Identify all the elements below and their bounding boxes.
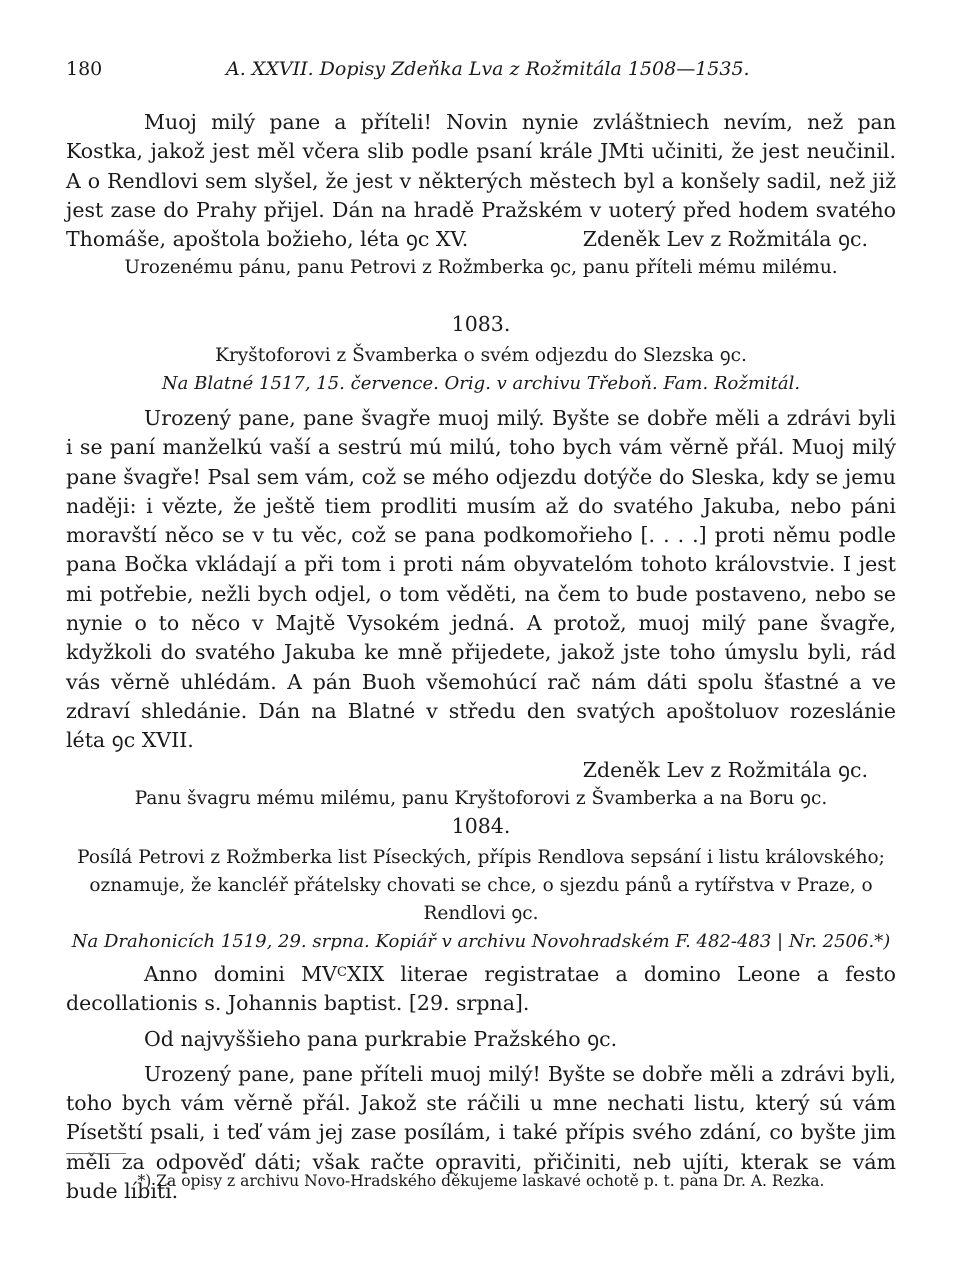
letter-source: Na Blatné 1517, 15. července. Orig. v archivu Třeboň. Fam. Rožmitál. xyxy=(161,373,801,394)
letter-source: Na Drahonicích 1519, 29. srpna. Kopiář v archivu Novohradském F. 482-483 | Nr. 2506.*) xyxy=(71,931,891,952)
letter-summary: Posílá Petrovi z Rožmberka list Píseckých, přípis Rendlova sepsání i listu královského; oznamuje, že kancléř přátelsky chovati se chce, o sjezdu pánů a rytířstva v Praze, o Rendlovi ꝯc. xyxy=(77,847,885,924)
footnote-rule xyxy=(66,1153,126,1154)
from-line: Od najvyššieho pana purkrabie Pražského ꝯc. xyxy=(144,1026,618,1051)
letter-1083 xyxy=(66,312,896,813)
letter-address: Panu švagru mému milému, panu Kryštoforovi z Švamberka a na Boru ꝯc. xyxy=(134,787,828,809)
letter-summary: Kryštoforovi z Švamberka o svém odjezdu do Slezska ꝯc. xyxy=(215,345,747,366)
letter-text: Urozený pane, pane příteli muoj milý! Byšte se dobře měli a zdrávi byli, toho bych vám věrně přál. Jakož ste ráčili u mne nechati listu, který sú vám Písetští psali, i teď vám jej zase posílám, i také přípis svého zdání, co byšte jim měli za odpověď dáti; však račte opraviti, přičiniti, neb ujíti, kterak se vám bude líbiti. xyxy=(66,1061,896,1204)
page-header xyxy=(66,58,896,88)
latin-note: Anno domini $MV^CXIX$ literae registratae a domino Leone a festo decollationis s. Johannis baptist. [29. srpna]. xyxy=(66,962,896,1016)
letter-text: Urozený pane, pane švagře muoj milý. Byšte se dobře měli a zdrávi byli i se paní manželkú vaší a sestrú mú milú, toho bych vám věrně přál. Muoj milý pane švagře! Psal sem vám, což se mého odjezdu dotýče do Sleska, kdy se jemu naději: i vězte, že ještě tiem prodliti musím až do svatého Jakuba, nebo páni moravští něco se v tu věc, což se pana podkomořieho [. . . .] proti němu podle pana Bočka vkládají a při tom i proti nám obyvatelóm tohoto královstvie. I jest mi potřebie, nežli bych odjel, o tom věděti, na čem to bude postaveno, nebo se nynie o to něco v Majtě Vysokém jedná. A protož, muoj milý pane švagře, kdyžkoli do svatého Jakuba ke mně přijedete, jakož jste toho úmyslu byli, rád vás věrně uhlédám. A pán Buoh všemohúcí rač nám dáti spolu šťastné a ve zdraví shledánie. Dán na Blatné v středu den svatých apoštoluov rozeslánie léta ꝯc XVII. xyxy=(66,406,896,753)
letter-prev-address: Urozenému pánu, panu Petrovi z Rožmberka ꝯc, panu příteli mému milému. xyxy=(124,257,838,279)
letter-1084 xyxy=(66,814,896,1206)
letter-number: 1084. xyxy=(451,814,511,838)
letter-signature: Zdeněk Lev z Rožmitála ꝯc. xyxy=(582,757,868,782)
letter-prev-text: Muoj milý pane a příteli! Novin nynie zvláštniech nevím, než pan Kostka, jakož jest měl včera slib podle psaní krále JMti učiniti, že jest neučinil. A o Rendlovi sem slyšel, že jest v některých městech byl a konšely sadil, než již jest zase do Prahy přijel. Dán na hradě Pražském v uoterý před hodem svatého Thomáše, apoštola božieho, léta ꝯc XV. xyxy=(66,110,896,252)
letter-prev-signature: Zdeněk Lev z Rožmitála ꝯc. xyxy=(582,227,868,252)
page-number: 180 xyxy=(66,58,103,80)
letter-prev xyxy=(66,108,896,282)
running-title: A. XXVII. Dopisy Zdeňka Lva z Rožmitála 1508—1535. xyxy=(226,58,750,80)
letter-number: 1083. xyxy=(451,312,511,336)
footnote: *) Za opisy z archivu Novo-Hradského děkujeme laskavé ochotě p. t. pana Dr. A. Rezka. xyxy=(137,1172,825,1190)
